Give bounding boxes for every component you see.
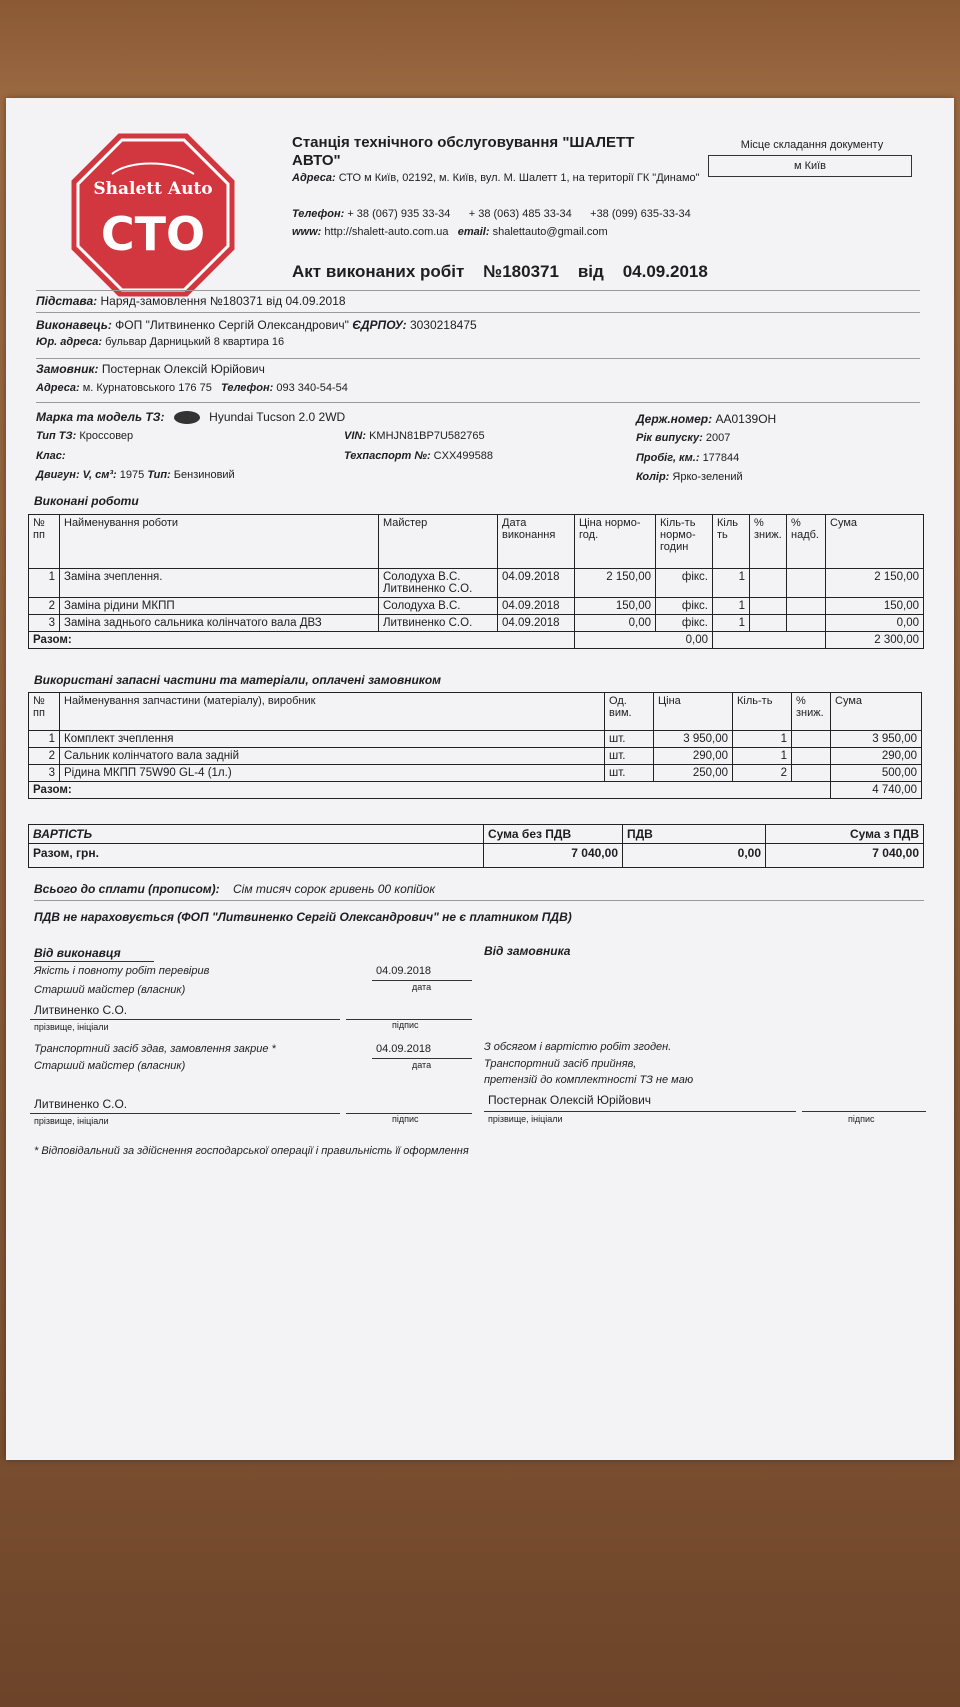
master-2-label: Старший майстер (власник) — [34, 1060, 186, 1072]
parts-header-name: Найменування запчастини (матеріалу), виробник — [60, 693, 605, 731]
executor-name-2: Литвиненко С.О. — [34, 1097, 128, 1111]
works-table — [28, 514, 924, 649]
station-address-line: Адреса: СТО м Київ, 02192, м. Київ, вул. М. Шалетт 1, на території ГК "Динамо" — [292, 172, 700, 184]
executor-address: Юр. адреса: бульвар Дарницький 8 квартира 16 — [36, 336, 285, 348]
station-phones: Телефон: + 38 (067) 935 33-34 + 38 (063) 485 33-34 +38 (099) 635-33-34 — [292, 208, 691, 220]
vehicle-plate: Держ.номер: AA0139OH — [636, 412, 777, 426]
agree-line-3: претензій до комплектності ТЗ не маю — [484, 1074, 694, 1086]
station-title: Станція технічного обслуговування "ШАЛЕТТ АВТО" — [292, 134, 635, 169]
vehicle-color: Колір: Яркo-зелений — [636, 471, 743, 483]
table-row: 2 Сальник колінчатого вала задній шт. 290,00 1 290,00 — [29, 748, 922, 765]
place-value: м Київ — [708, 155, 912, 177]
logo-brand: Shalett Auto — [93, 179, 213, 199]
vehicle-type: Тип ТЗ: Кроссовер — [36, 430, 134, 442]
customer-sign-caption: підпис — [848, 1114, 875, 1124]
vehicle-model: Марка та модель ТЗ: Hyundai Tucson 2.0 2WD — [36, 410, 346, 424]
works-header-master: Майстер — [379, 515, 498, 569]
table-row: 1 Комплект зчеплення шт. 3 950,00 1 3 950,00 — [29, 731, 922, 748]
works-header-hours: Кіль-ть нормо-годин — [656, 515, 713, 569]
cost-label: ВАРТІСТЬ — [29, 825, 484, 844]
executor-sign-title: Від виконавця — [34, 946, 121, 960]
cost-with-vat-label: Сума з ПДВ — [766, 825, 924, 844]
cost-total-label: Разом, грн. — [29, 844, 484, 868]
checked-label: Якість і повноту робіт перевірив — [34, 965, 210, 977]
works-header-price: Ціна нормо-год. — [575, 515, 656, 569]
agree-line-1: З обсягом і вартістю робіт згоден. — [484, 1041, 672, 1053]
customer-name: Постернак Олексій Юрійович — [488, 1093, 652, 1107]
parts-title: Використані запасні частини та матеріали, оплачені замовником — [34, 673, 442, 687]
parts-header-disc: % зниж. — [792, 693, 831, 731]
works-header-sum: Сума — [826, 515, 924, 569]
vehicle-mileage: Пробіг, км.: 177844 — [636, 452, 740, 464]
works-header-no: № пп — [29, 515, 60, 569]
works-header-date: Дата виконання — [498, 515, 575, 569]
handed-label: Транспортний засіб здав, замовлення закрие * — [34, 1043, 276, 1055]
customer: Замовник: Постернак Олексій Юрійович — [36, 362, 265, 376]
works-title: Виконані роботи — [34, 494, 139, 508]
vehicle-passport: Техпаспорт №: CXX499588 — [344, 450, 493, 462]
agree-line-2: Транспортний засіб прийняв, — [484, 1058, 637, 1070]
hyundai-logo-icon — [174, 411, 200, 424]
date-caption-2: дата — [412, 1060, 432, 1070]
date-caption-1: дата — [412, 982, 432, 992]
place-label: Місце складання документу — [740, 139, 884, 151]
customer-address: Адреса: м. Курнатовського 176 75 Телефон: 093 340-54-54 — [36, 382, 348, 394]
basis: Підстава: Наряд-замовлення №180371 від 04.09.2018 — [36, 294, 346, 308]
works-header-qty: Кіль ть — [713, 515, 750, 569]
vehicle-vin: VIN: KMHJN81BP7U582765 — [344, 430, 485, 442]
parts-total-row: Разом: 4 740,00 — [29, 782, 922, 799]
executor-name-1: Литвиненко С.О. — [34, 1003, 128, 1017]
name-caption-1: прізвище, ініціали — [34, 1022, 109, 1032]
parts-header-qty: Кіль-ть — [733, 693, 792, 731]
table-row: 1 Заміна зчеплення. Солодуха В.С. Литвиненко С.О. 04.09.2018 2 150,00 фікс. 1 2 150,00 — [29, 569, 924, 598]
works-header-disc: % зниж. — [750, 515, 787, 569]
cost-with-vat: 7 040,00 — [766, 844, 924, 868]
vehicle-year: Рік випуску: 2007 — [636, 432, 731, 444]
sign-caption-2: підпис — [392, 1114, 419, 1124]
works-total-row: Разом: 0,00 2 300,00 — [29, 632, 924, 649]
sto-logo — [68, 130, 238, 300]
cost-table — [28, 824, 924, 868]
customer-name-caption: прізвище, ініціали — [488, 1114, 563, 1124]
customer-sign-title: Від замовника — [484, 944, 571, 958]
parts-header-unit: Од. вим. — [605, 693, 654, 731]
amount-in-words: Всього до сплати (прописом): Сім тисяч сорок гривень 00 копійок — [34, 882, 436, 896]
parts-header-no: № пп — [29, 693, 60, 731]
cost-no-vat: 7 040,00 — [484, 844, 623, 868]
parts-header-price: Ціна — [654, 693, 733, 731]
works-header-markup: % надб. — [787, 515, 826, 569]
works-header-name: Найменування роботи — [60, 515, 379, 569]
logo-text: СТО — [100, 207, 206, 261]
parts-table — [28, 692, 922, 799]
table-row: 3 Заміна заднього сальника колінчатого вала ДВЗ Литвиненко С.О. 04.09.2018 0,00 фікс. 1 0,00 — [29, 615, 924, 632]
executor: Виконавець: ФОП "Литвиненко Сергій Олександрович" ЄДРПОУ: 3030218475 — [36, 318, 477, 332]
cost-vat-label: ПДВ — [623, 825, 766, 844]
parts-header-sum: Сума — [831, 693, 922, 731]
cost-no-vat-label: Сума без ПДВ — [484, 825, 623, 844]
vat-note: ПДВ не нараховується (ФОП "Литвиненко Сергій Олександрович" не є платником ПДВ) — [34, 910, 572, 924]
table-row: 3 Рідина МКПП 75W90 GL-4 (1л.) шт. 250,00 2 500,00 — [29, 765, 922, 782]
station-web: www: http://shalett-auto.com.ua email: shalettauto@gmail.com — [292, 226, 608, 238]
sign-caption-1: підпис — [392, 1020, 419, 1030]
act-title: Акт виконаних робіт №180371 від 04.09.2018 — [292, 262, 708, 281]
date-2: 04.09.2018 — [376, 1043, 432, 1055]
vehicle-engine: Двигун: V, см³: 1975 Тип: Бензиновий — [36, 469, 235, 481]
vehicle-class: Клас: — [36, 450, 66, 462]
footnote: * Відповідальний за здійснення господарської операції і правильність її оформлення — [34, 1145, 469, 1157]
master-1-label: Старший майстер (власник) — [34, 984, 186, 996]
cost-vat: 0,00 — [623, 844, 766, 868]
name-caption-2: прізвище, ініціали — [34, 1116, 109, 1126]
date-1: 04.09.2018 — [376, 965, 432, 977]
table-row: 2 Заміна рідини МКПП Солодуха В.С. 04.09.2018 150,00 фікс. 1 150,00 — [29, 598, 924, 615]
